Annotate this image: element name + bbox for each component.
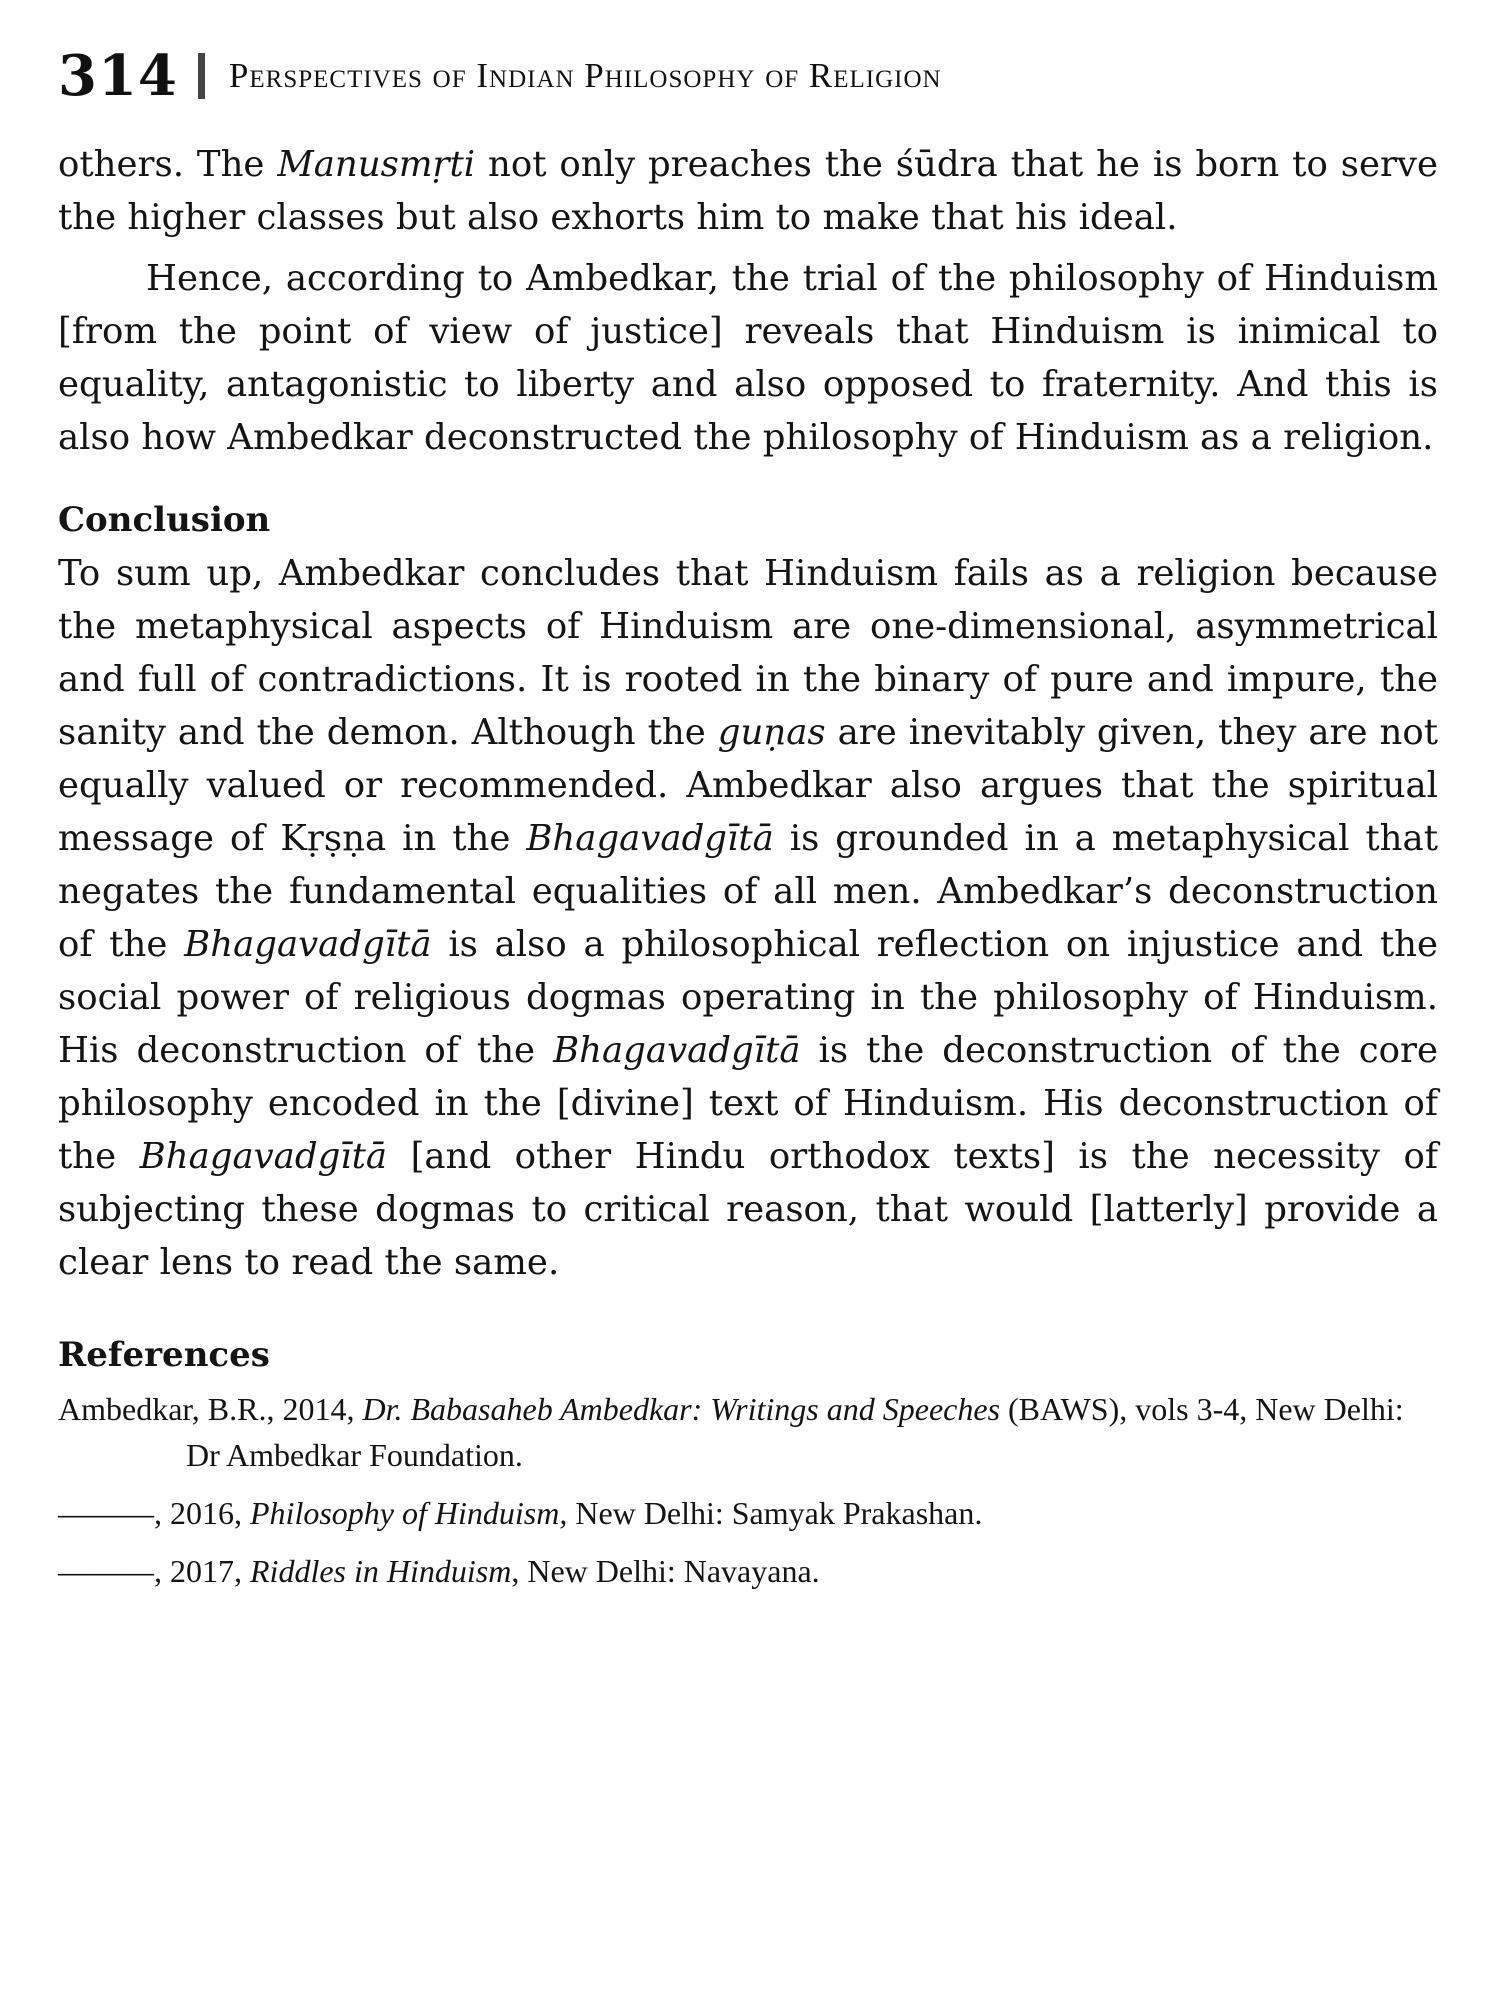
conclusion-italic-2: Bhagavadgītā <box>526 818 774 859</box>
reference-lead: Ambedkar, B.R., 2014, <box>58 1391 363 1427</box>
running-head <box>58 43 942 109</box>
paragraph-hence: Hence, according to Ambedkar, the trial of the philosophy of Hinduism [from the point of view of justice] reveals that Hinduism is inimical to equality, antagonistic to liberty and also opposed to fraternity. And this is also how Ambedkar deconstructed the philosophy of Hinduism as a religion. <box>58 258 1438 458</box>
reference-lead: ———, 2016, <box>58 1495 250 1531</box>
conclusion-text-5: is the deconstruction of the core philosophy encoded in the [divine] text of Hinduism. His deconstruction of the <box>58 1030 1438 1177</box>
conclusion-text-1: To sum up, Ambedkar concludes that Hinduism fails as a religion because the metaphysical aspects of Hinduism are one-dimensional, asymmetrical and full of contradictions. It is rooted in the binary of pure and impure, the sanity and the demon. Although the <box>58 553 1438 753</box>
para1-italic-1: Manusmṛti <box>277 144 476 185</box>
reference-lead: ———, 2017, <box>58 1553 250 1589</box>
page-body <box>58 138 1438 1606</box>
reference-title: Philosophy of Hinduism, <box>250 1495 568 1531</box>
conclusion-text-4: is also a philosophical reflection on injustice and the social power of religious dogmas operating in the philosophy of Hinduism. His deconstruction of the <box>58 924 1438 1071</box>
header-divider <box>198 53 205 99</box>
conclusion-text-3: is grounded in a metaphysical that negates the fundamental equalities of all men. Ambedkar’s deconstruction of the <box>58 818 1438 965</box>
paragraph-continued <box>58 138 1438 244</box>
reference-title: Dr. Babasaheb Ambedkar: Writings and Speeches <box>362 1391 1001 1427</box>
running-title: Perspectives of Indian Philosophy of Religion <box>228 56 942 95</box>
conclusion-text-2: are inevitably given, they are not equally valued or recommended. Ambedkar also argues that the spiritual message of Kṛṣṇa in the <box>58 712 1438 859</box>
para1-text-2: not only preaches the śūdra that he is born to serve the higher classes but also exhorts him to make that his ideal. <box>58 144 1438 238</box>
reference-item <box>58 1386 1438 1478</box>
conclusion-paragraph <box>58 547 1438 1289</box>
reference-item <box>58 1490 1438 1536</box>
conclusion-italic-4: Bhagavadgītā <box>553 1030 801 1071</box>
reference-tail: , New Delhi: Navayana. <box>511 1553 820 1589</box>
reference-list <box>58 1386 1438 1594</box>
reference-item <box>58 1548 1438 1594</box>
conclusion-text-6: [and other Hindu orthodox texts] is the necessity of subjecting these dogmas to critical reason, that would [latterly] provide a clear lens to read the same. <box>58 1136 1438 1283</box>
page-number: 314 <box>58 43 178 109</box>
references-heading: References <box>58 1335 270 1375</box>
reference-tail: (BAWS), vols 3-4, New Delhi: Dr Ambedkar Foundation. <box>186 1391 1404 1473</box>
conclusion-heading: Conclusion <box>58 500 271 540</box>
reference-tail: New Delhi: Samyak Prakashan. <box>567 1495 983 1531</box>
reference-title: Riddles in Hinduism <box>250 1553 512 1589</box>
conclusion-italic-5: Bhagavadgītā <box>139 1136 388 1177</box>
conclusion-italic-1: guṇas <box>717 712 826 753</box>
conclusion-italic-3: Bhagavadgītā <box>184 924 432 965</box>
para1-text-1: others. The <box>58 144 278 185</box>
